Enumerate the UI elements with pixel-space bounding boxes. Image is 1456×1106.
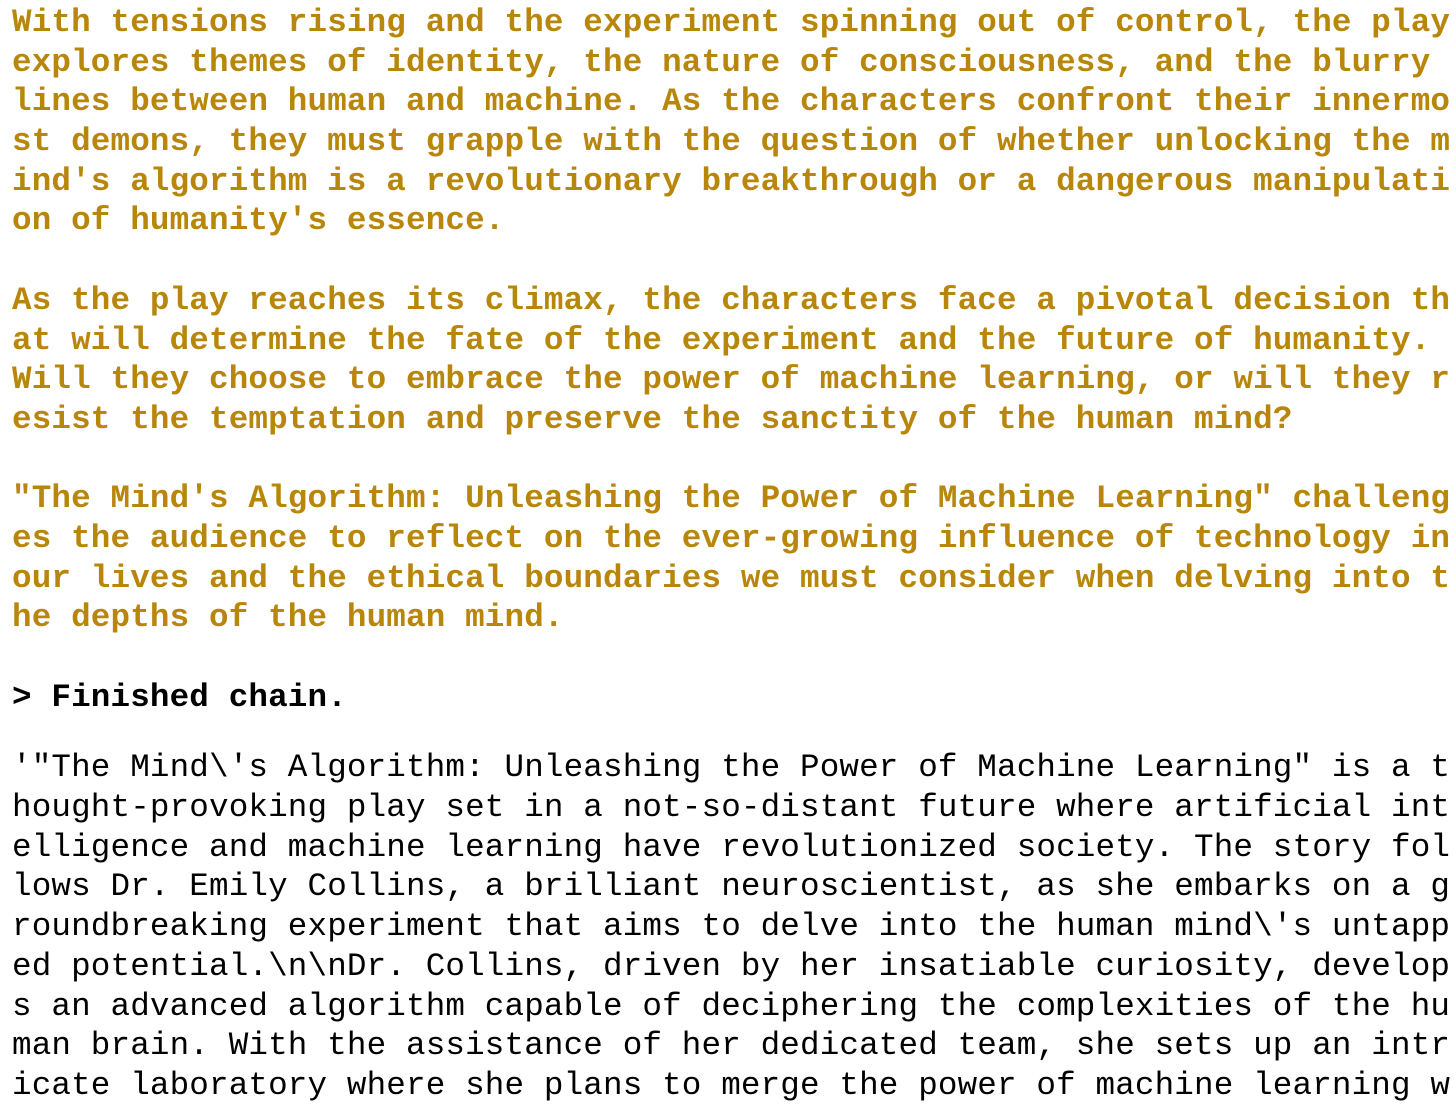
finished-chain-status: > Finished chain. [12,678,347,716]
blank-line [12,638,1452,678]
output-line: ind's algorithm is a revolutionary breakthrough or a dangerous manipulati [12,162,1451,200]
result-line: '"The Mind\'s Algorithm: Unleashing the Power of Machine Learning" is a t [12,749,1451,787]
output-line: As the play reaches its climax, the characters face a pivotal decision th [12,281,1451,319]
result-line: s an advanced algorithm capable of deciphering the complexities of the hu [12,987,1451,1025]
output-line: he depths of the human mind. [12,599,564,637]
agent-paragraph-3 [12,479,1452,638]
terminal-output [12,3,1452,1106]
output-line: lines between human and machine. As the characters confront their innermo [12,83,1451,121]
output-line: es the audience to reflect on the ever-growing influence of technology in [12,519,1451,557]
result-line: ed potential.\n\nDr. Collins, driven by her insatiable curiosity, develop [12,947,1451,985]
output-line: esist the temptation and preserve the sanctity of the human mind? [12,400,1293,438]
output-line: "The Mind's Algorithm: Unleashing the Power of Machine Learning" challeng [12,480,1451,518]
blank-line [12,241,1452,281]
output-line: Will they choose to embrace the power of machine learning, or will they r [12,361,1451,399]
output-line: st demons, they must grapple with the question of whether unlocking the m [12,123,1451,161]
result-line: icate laboratory where she plans to merge the power of machine learning w [12,1066,1451,1104]
result-line: lows Dr. Emily Collins, a brilliant neuroscientist, as she embarks on a g [12,868,1451,906]
result-line: roundbreaking experiment that aims to delve into the human mind\'s untapp [12,908,1451,946]
result-line: hought-provoking play set in a not-so-distant future where artificial int [12,789,1451,827]
blank-line [12,717,1452,748]
output-line: explores themes of identity, the nature of consciousness, and the blurry [12,43,1431,81]
output-line: at will determine the fate of the experiment and the future of humanity. [12,321,1431,359]
agent-paragraph-2 [12,281,1452,440]
output-line: our lives and the ethical boundaries we must consider when delving into t [12,559,1451,597]
output-line: With tensions rising and the experiment spinning out of control, the play [12,4,1451,41]
result-line: man brain. With the assistance of her dedicated team, she sets up an intr [12,1027,1451,1065]
agent-paragraph-1 [12,3,1452,241]
blank-line [12,440,1452,480]
output-line: on of humanity's essence. [12,202,505,240]
chain-result [12,748,1452,1105]
result-line: elligence and machine learning have revolutionized society. The story fol [12,828,1451,866]
